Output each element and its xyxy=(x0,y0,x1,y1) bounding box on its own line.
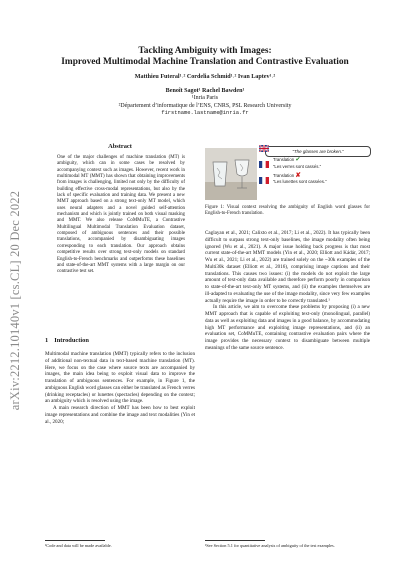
figure-glasses-photos xyxy=(205,148,257,200)
fr-flag-icon xyxy=(259,161,269,168)
footnote-rule-right xyxy=(205,540,265,541)
section-number: 1 xyxy=(45,337,49,344)
correct-translation-row xyxy=(273,157,321,169)
intro-paragraph-1: Multimodal machine translation (MMT) typically refers to the inclusion of additional non-textual data in text-based machine translation (MT). Here, we focus on the case where source texts are accompanied by images, the main idea being to exploit visual data to improve the translation of ambiguous sentences. For example, in Figure 1, the ambiguous English word glasses can either be translated as French verres (drinking receptacles) or lunettes (spectacles) depending on the context; an ambiguity which is resolved using the image. xyxy=(45,351,195,405)
check-icon: ✔ xyxy=(295,157,301,163)
correct-translation-text: “Les verres sont cassés.” xyxy=(273,163,321,169)
paper-title-line-2: Improved Multimodal Machine Translation and Contrastive Evaluation xyxy=(61,57,349,67)
wrong-translation-text: “Les lunettes sont cassées.” xyxy=(273,178,327,184)
broken-glass-icon xyxy=(213,162,227,186)
authors-line-1: Matthieu Futeral¹˒² Cordelia Schmid¹˒² Ivan Laptev¹˒² xyxy=(134,74,276,80)
source-sentence-bubble: “The glasses are broken.” xyxy=(265,146,371,157)
paper-title-line-1: Tackling Ambiguity with Images: xyxy=(138,46,272,56)
authors-line-2: Benoît Sagot¹ Rachel Bawden¹ xyxy=(165,87,245,94)
uk-flag-icon xyxy=(259,145,269,152)
figure-1 xyxy=(205,146,370,201)
section-heading xyxy=(45,337,89,344)
section-title: Introduction xyxy=(54,337,89,344)
right-paragraph-2: In this article, we aim to overcome these problems by proposing (i) a new MMT approach that is capable of exploiting text-only (monolingual, parallel) data as well as exploiting data and images in a good balance, by accommodating high MT performance and exploiting image representations, and (ii) an evaluation set, CoMMuTE, containing contrastive evaluation pairs where the image provides the necessary context to disambiguate between multiple meanings of the same source sentence. xyxy=(205,304,370,351)
wrong-translation-label: Translation xyxy=(273,173,295,178)
arxiv-stamp xyxy=(4,150,28,450)
contact-email: firstname.lastname@inria.fr xyxy=(161,110,249,116)
affiliation-1: ¹Inria Paris xyxy=(191,95,219,102)
wine-glass-icon xyxy=(235,160,249,176)
fr-flag-icon-2 xyxy=(259,177,269,184)
footnote-right: ¹See Section 5.1 for quantitative analysis of ambiguity of the test examples. xyxy=(205,543,335,548)
cross-icon: ✘ xyxy=(295,172,301,179)
affiliation-2: ²Département d’informatique de l’ENS, CNRS, PSL Research University xyxy=(118,102,292,109)
right-column-body xyxy=(205,230,370,352)
right-paragraph-1: Caglayan et al., 2021; Calixto et al., 2017; Li et al., 2022). It has typically been difficult to surpass strong text-only baselines, the image modality often being ignored (Wu et al., 2021). A major issue holding back progress is that most current state-of-the-art MMT models (Yin et al., 2020; Elliott and Kádár, 2017; Wu et al., 2021; Li et al., 2022) are trained solely on the ~30k examples of the Multi30k dataset (Elliott et al., 2016), comprising image captions and their translations. This causes two issues: (i) the models do not exploit the large amount of text-only data available and therefore perform poorly in comparison to state-of-the-art text-only MT systems, and (ii) the examples themselves are ill-adapted to evaluating the use of the image modality, since very few examples actually require the image in order to be correctly translated.¹ xyxy=(205,230,370,304)
footnote-rule-left xyxy=(45,540,105,541)
correct-translation-label: Translation xyxy=(273,157,295,162)
footnote-left: ¹Code and data will be made available. xyxy=(45,543,112,548)
arxiv-id: arXiv:2212.10140v1 [cs.CL] 20 Dec 2022 xyxy=(8,190,23,410)
abstract-text: One of the major challenges of machine translation (MT) is ambiguity, which can in some cases be resolved by accompanying context such as images. However, recent work in multimodal MT (MMT) has shown that obtaining improvements from images is challenging, limited not only by the difficulty of building effective cross-modal representations, but also by the lack of specific evaluation and training data. We present a new MMT approach based on a strong text-only MT model, which uses neural adapters and a novel guided self-attention mechanism and which is jointly trained on both visual masking and MMT. We also release CoMMuTE, a Contrastive Multilingual Multimodal Translation Evaluation dataset, composed of ambiguous sentences and their possible translations, accompanied by disambiguating images corresponding to each translation. Our approach obtains competitive results over strong text-only models on standard English-to-French benchmarks and outperforms these baselines and state-of-the-art MMT systems with a large margin on our contrastive test set. xyxy=(57,155,185,275)
intro-paragraph-2: A main research direction of MMT has been how to best exploit image representations and combine the image and text modalities (Yin et al., 2020; xyxy=(45,405,195,425)
figure-1-caption: Figure 1: Visual context resolving the ambiguity of English word glasses for English-to-French translation. xyxy=(205,205,370,217)
wrong-translation-row xyxy=(273,173,327,184)
paper-header xyxy=(40,46,370,117)
abstract-heading: Abstract xyxy=(108,143,132,150)
introduction-body xyxy=(45,351,195,425)
